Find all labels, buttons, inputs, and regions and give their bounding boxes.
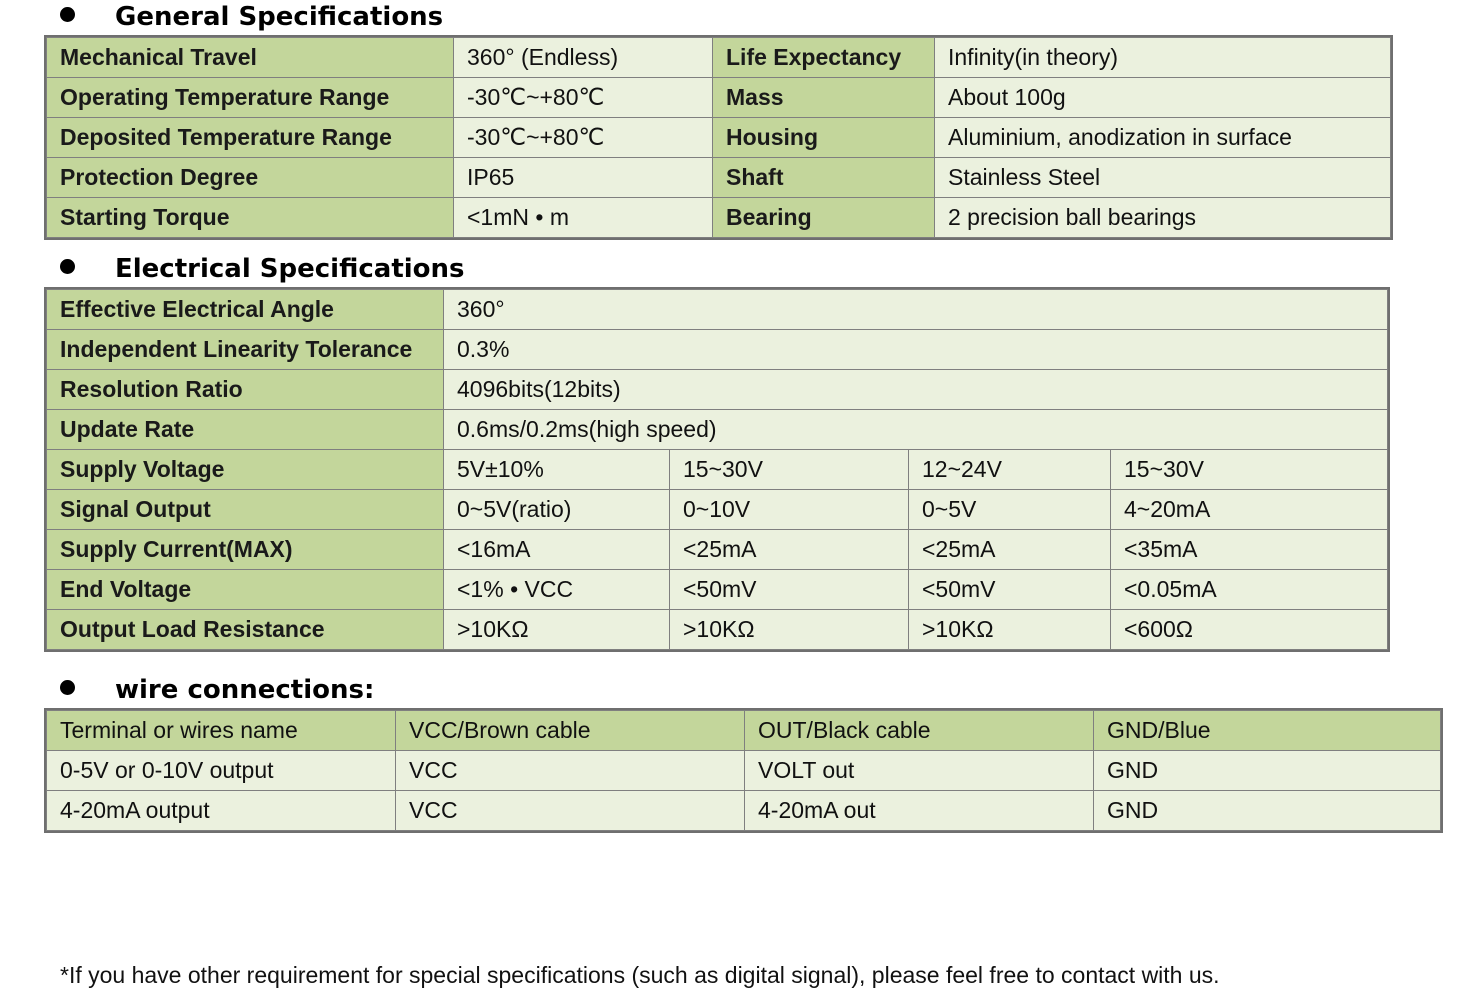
spec-label: Output Load Resistance xyxy=(47,610,444,650)
spec-label: Mechanical Travel xyxy=(47,38,454,78)
spec-label: Bearing xyxy=(713,198,935,238)
spec-value: 15~30V xyxy=(1111,450,1388,490)
bullet-icon xyxy=(60,680,75,695)
spec-value: 0~10V xyxy=(670,490,909,530)
spec-value: -30℃~+80℃ xyxy=(454,78,713,118)
table-cell: VCC xyxy=(396,751,745,791)
table-row xyxy=(47,38,1391,78)
spec-value: 12~24V xyxy=(909,450,1111,490)
column-header: OUT/Black cable xyxy=(745,711,1094,751)
table-row xyxy=(47,570,1388,610)
spec-label: Shaft xyxy=(713,158,935,198)
column-header: GND/Blue xyxy=(1094,711,1441,751)
table-row xyxy=(47,330,1388,370)
spec-label: Protection Degree xyxy=(47,158,454,198)
spec-value: -30℃~+80℃ xyxy=(454,118,713,158)
spec-value: <25mA xyxy=(909,530,1111,570)
spec-value: 15~30V xyxy=(670,450,909,490)
table-row xyxy=(47,490,1388,530)
spec-label: End Voltage xyxy=(47,570,444,610)
section-title-wires: wire connections: xyxy=(60,673,374,707)
spec-value: <16mA xyxy=(444,530,670,570)
spec-value: 0~5V xyxy=(909,490,1111,530)
spec-label: Independent Linearity Tolerance xyxy=(47,330,444,370)
spec-value: 0~5V(ratio) xyxy=(444,490,670,530)
bullet-icon xyxy=(60,7,75,22)
electrical-spec-table xyxy=(46,289,1388,650)
spec-label: Housing xyxy=(713,118,935,158)
table-row xyxy=(47,450,1388,490)
bullet-icon xyxy=(60,259,75,274)
footnote: *If you have other requirement for special specifications (such as digital signal), please feel free to contact with us. xyxy=(60,962,1220,988)
spec-value: >10KΩ xyxy=(444,610,670,650)
spec-value: IP65 xyxy=(454,158,713,198)
table-row xyxy=(47,78,1391,118)
spec-label: Effective Electrical Angle xyxy=(47,290,444,330)
section-title-general: General Specifications xyxy=(60,0,443,34)
column-header: VCC/Brown cable xyxy=(396,711,745,751)
spec-label: Deposited Temperature Range xyxy=(47,118,454,158)
spec-value: Aluminium, anodization in surface xyxy=(935,118,1391,158)
table-row xyxy=(47,198,1391,238)
spec-label: Operating Temperature Range xyxy=(47,78,454,118)
spec-value: <0.05mA xyxy=(1111,570,1388,610)
table-cell: VCC xyxy=(396,791,745,831)
spec-value: <600Ω xyxy=(1111,610,1388,650)
wire-connection-table xyxy=(46,710,1441,831)
spec-label: Life Expectancy xyxy=(713,38,935,78)
spec-label: Starting Torque xyxy=(47,198,454,238)
spec-value: Infinity(in theory) xyxy=(935,38,1391,78)
spec-value: 4096bits(12bits) xyxy=(444,370,1388,410)
spec-value: <25mA xyxy=(670,530,909,570)
spec-value: >10KΩ xyxy=(909,610,1111,650)
spec-label: Update Rate xyxy=(47,410,444,450)
spec-label: Supply Current(MAX) xyxy=(47,530,444,570)
table-cell: 4-20mA output xyxy=(47,791,396,831)
table-row xyxy=(47,610,1388,650)
table-cell: 0-5V or 0-10V output xyxy=(47,751,396,791)
spec-label: Resolution Ratio xyxy=(47,370,444,410)
spec-value: <50mV xyxy=(670,570,909,610)
spec-value: 5V±10% xyxy=(444,450,670,490)
table-header-row xyxy=(47,711,1441,751)
spec-value: >10KΩ xyxy=(670,610,909,650)
table-cell: GND xyxy=(1094,751,1441,791)
table-cell: 4-20mA out xyxy=(745,791,1094,831)
table-cell: VOLT out xyxy=(745,751,1094,791)
spec-value: 2 precision ball bearings xyxy=(935,198,1391,238)
table-row xyxy=(47,791,1441,831)
table-row xyxy=(47,410,1388,450)
table-row xyxy=(47,370,1388,410)
spec-value: <1% • VCC xyxy=(444,570,670,610)
spec-value: 0.3% xyxy=(444,330,1388,370)
table-row xyxy=(47,158,1391,198)
spec-value: About 100g xyxy=(935,78,1391,118)
table-row xyxy=(47,290,1388,330)
spec-value: <1mN • m xyxy=(454,198,713,238)
spec-value: <50mV xyxy=(909,570,1111,610)
spec-label: Signal Output xyxy=(47,490,444,530)
spec-value: <35mA xyxy=(1111,530,1388,570)
table-row xyxy=(47,118,1391,158)
spec-label: Supply Voltage xyxy=(47,450,444,490)
table-row xyxy=(47,530,1388,570)
spec-value: 0.6ms/0.2ms(high speed) xyxy=(444,410,1388,450)
spec-value: 360° (Endless) xyxy=(454,38,713,78)
spec-value: 360° xyxy=(444,290,1388,330)
table-cell: GND xyxy=(1094,791,1441,831)
general-spec-table xyxy=(46,37,1391,238)
spec-value: 4~20mA xyxy=(1111,490,1388,530)
table-row xyxy=(47,751,1441,791)
spec-value: Stainless Steel xyxy=(935,158,1391,198)
spec-label: Mass xyxy=(713,78,935,118)
section-title-electrical: Electrical Specifications xyxy=(60,252,465,286)
column-header: Terminal or wires name xyxy=(47,711,396,751)
